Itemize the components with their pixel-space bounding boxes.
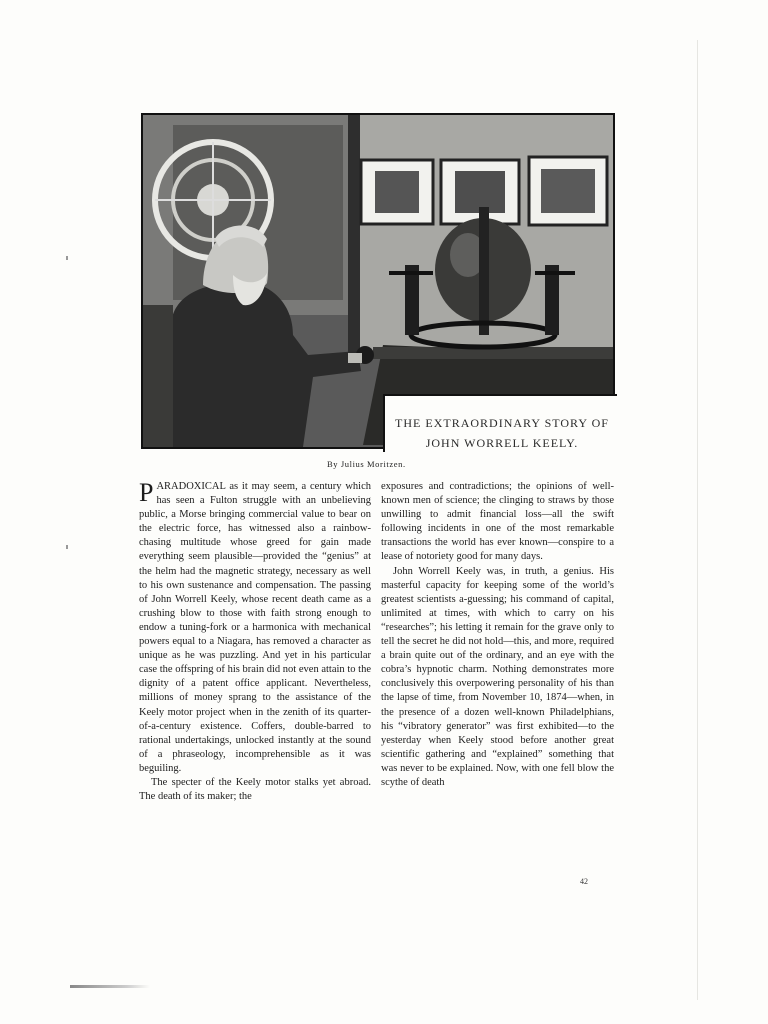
scan-smudge: [70, 985, 150, 988]
right-column: [381, 480, 614, 790]
margin-speck: [66, 545, 68, 549]
drop-cap: P: [139, 478, 154, 507]
paragraph-3: exposures and contradictions; the opinions of well-known men of science; the clinging to straws by those unwilling to admit financial loss—all the swift following incidents in one of the most remarkable transactions the world has ever known—conspire to a lease of notoriety good for many days.: [381, 481, 614, 563]
left-column: [139, 480, 371, 804]
paragraph-1: [139, 480, 371, 776]
page-number: 42: [580, 877, 588, 886]
paragraph-4: John Worrell Keely was, in truth, a genius. His masterful capacity for keeping some of the world’s greatest scientists a-guessing; his command of capital, unlimited at times, with which to carry on his “researches”; his letting it remain for the grave only to tell the secret he did not hold—this, and more, required a brain quite out of the ordinary, and an eye with the cobra’s hypnotic charm. Nothing demonstrates more conclusively this overpowering personality of his than the lapse of time, from November 10, 1874—when, in the presence of a dozen well-known Philadelphians, his “vibratory generator” was first exhibited—to the yesterday when Keely stood before another great scientific gathering and “explained” something that was never to be explained. Now, with one fell blow the scythe of death: [381, 565, 614, 788]
article-title: [388, 413, 616, 453]
title-line-1: THE EXTRAORDINARY STORY OF: [395, 416, 609, 430]
paragraph-1-text: ARADOXICAL as it may seem, a century which has seen a Fulton struggle with an unbelieving public, a Morse bringing commercial value to bear on the electric force, has witnessed also a rainbow-chasing multitude whose greed for gain made everything seem plausible—provided the “genius” at the helm had the magnetic strategy, necessary as well to his own sustenance and compensation. The passing of John Worrell Keely, whose recent death came as a crushing blow to those with faith strong enough to endow a tuning-fork or a harmonica with mechanical powers equal to a Niagara, has removed a character as unique as he was puzzling. And yet in his particular case the offspring of his brain did not even attain to the dignity of a patent office applicant. Nevertheless, millions of money sprang to the assistance of the Keely motor project when in the zenith of its quarter-of-a-century existence. Coffers, double-barred to rational undertakings, unlocked instantly at the sound of a phraseology, incomprehensible as it was beguiling.: [139, 481, 371, 774]
page-edge: [697, 40, 698, 1000]
paragraph-2: The specter of the Keely motor stalks yet abroad. The death of its maker; the: [139, 776, 371, 803]
title-line-2: JOHN WORRELL KEELY.: [425, 436, 579, 450]
margin-speck: [66, 256, 68, 260]
author-byline: By Julius Moritzen.: [327, 459, 406, 469]
